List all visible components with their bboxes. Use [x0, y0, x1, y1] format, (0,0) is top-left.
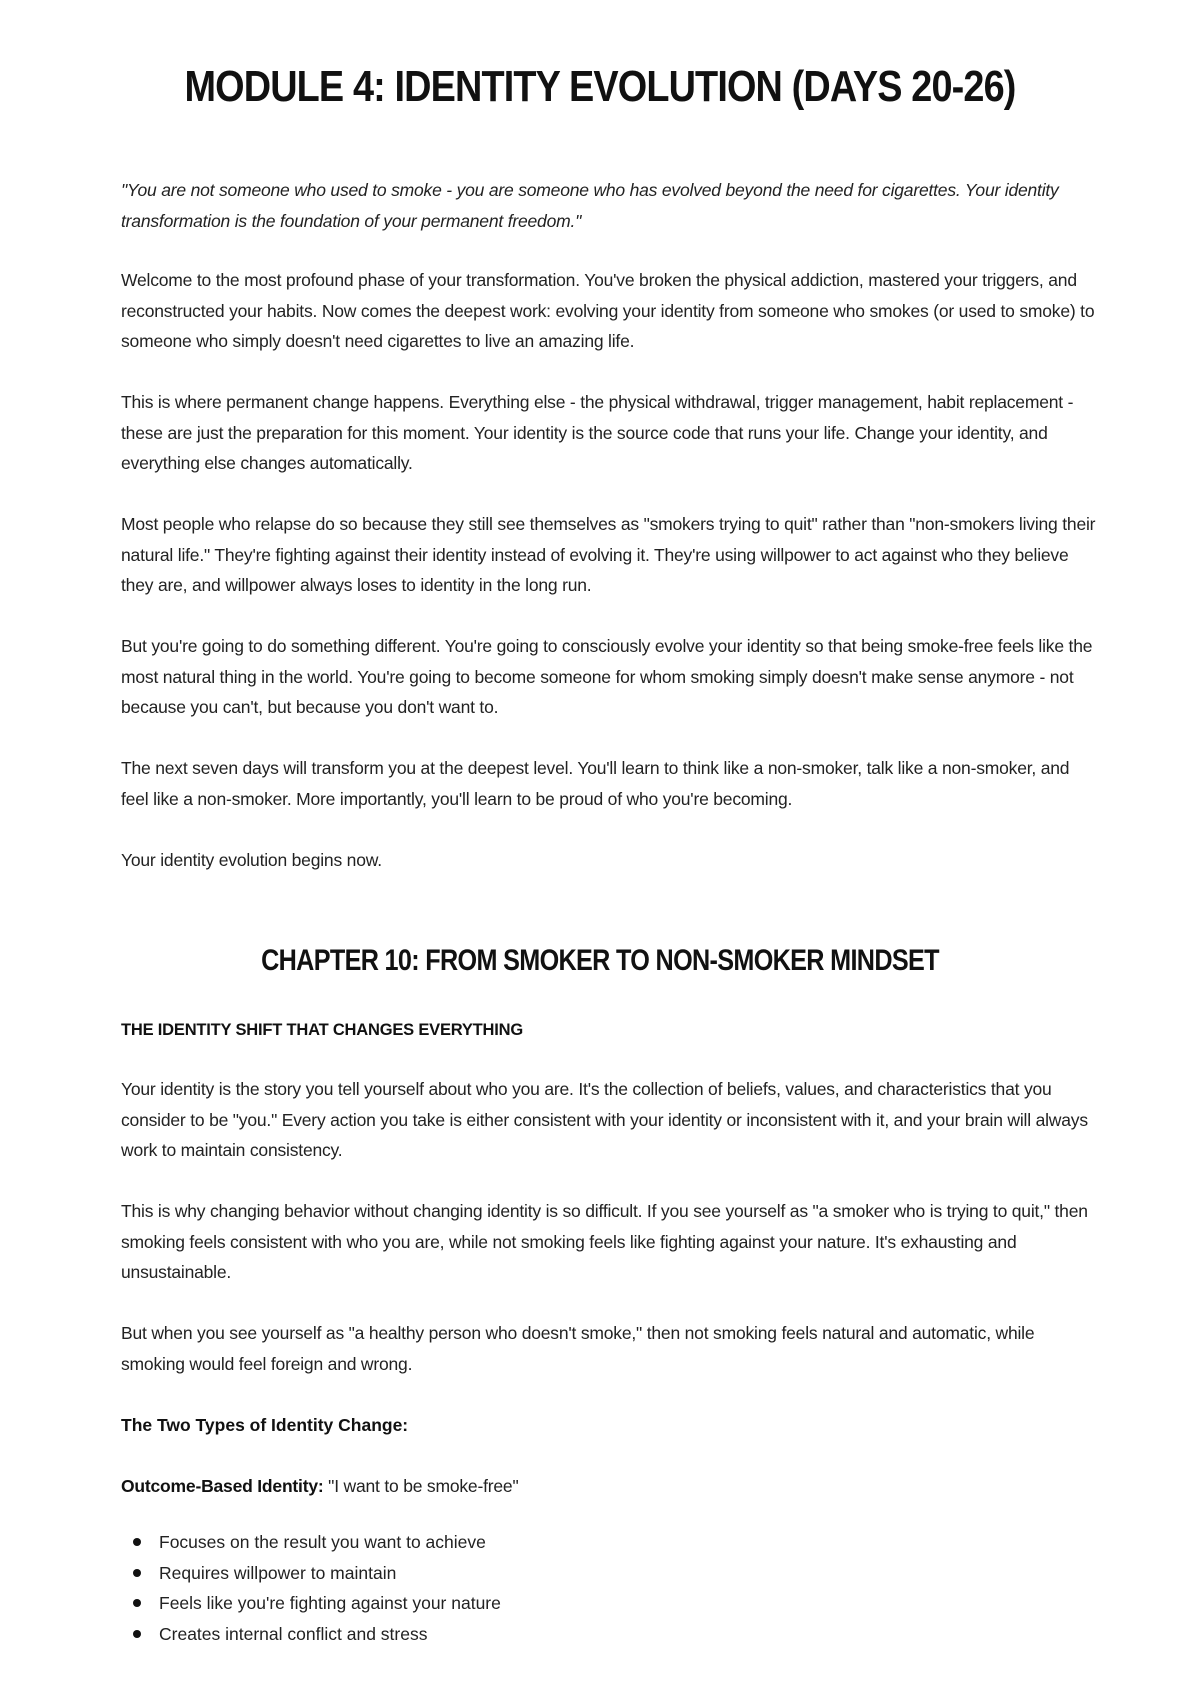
intro-paragraph-3: Most people who relapse do so because they still see themselves as "smokers trying to quit" rather than "non-smokers living their natural life." They're fighting against their identity instead of evolving it. They're using willpower to act against who they believe they are, and willpower always loses to identity in the long run.: [121, 514, 1096, 595]
list-item-text: Focuses on the result you want to achieve: [159, 1532, 486, 1552]
list-item: [121, 1558, 1021, 1589]
intro-paragraph-6: Your identity evolution begins now.: [121, 850, 382, 870]
outcome-bullet-list: [121, 1527, 1021, 1649]
bullet-icon: [133, 1538, 141, 1546]
intro-paragraph-4: But you're going to do something different. You're going to consciously evolve your identity so that being smoke-free feels like the most natural thing in the world. You're going to become someone for whom smoking simply doesn't make sense anymore - not because you can't, but because you don't want to.: [121, 636, 1093, 717]
chapter-paragraph-3: But when you see yourself as "a healthy person who doesn't smoke," then not smoking feels natural and automatic, while smoking would feel foreign and wrong.: [121, 1323, 1035, 1374]
chapter-paragraph-2: This is why changing behavior without changing identity is so difficult. If you see yourself as "a smoker who is trying to quit," then smoking feels consistent with who you are, while not smoking feels like fighting against your nature. It's exhausting and unsustainable.: [121, 1201, 1088, 1282]
chapter-paragraph-1: Your identity is the story you tell yourself about who you are. It's the collection of beliefs, values, and characteristics that you consider to be "you." Every action you take is either consistent with your identity or inconsistent with it, and your brain will always work to maintain consistency.: [121, 1079, 1088, 1160]
module-title: MODULE 4: IDENTITY EVOLUTION (DAYS 20-26): [184, 62, 1016, 111]
intro-paragraph-5: The next seven days will transform you at the deepest level. You'll learn to think like a non-smoker, talk like a non-smoker, and feel like a non-smoker. More importantly, you'll learn to be proud of who you're becoming.: [121, 758, 1070, 809]
types-heading: The Two Types of Identity Change:: [121, 1415, 409, 1435]
list-item-text: Creates internal conflict and stress: [159, 1623, 428, 1644]
outcome-label: Outcome-Based Identity:: [121, 1476, 324, 1496]
intro-quote: "You are not someone who used to smoke - you are someone who has evolved beyond the need for cigarettes. Your identity transformation is the foundation of your permanent freedom.": [121, 180, 1059, 231]
list-item: [121, 1527, 1021, 1558]
chapter-title: CHAPTER 10: FROM SMOKER TO NON-SMOKER MINDSET: [261, 944, 939, 977]
list-item-text: Feels like you're fighting against your nature: [159, 1593, 501, 1613]
intro-paragraph-2: This is where permanent change happens. Everything else - the physical withdrawal, trigger management, habit replacement - these are just the preparation for this moment. Your identity is the source code that runs your life. Change your identity, and everything else changes automatically.: [121, 392, 1074, 473]
bullet-icon: [133, 1630, 141, 1638]
bullet-icon: [133, 1599, 141, 1607]
list-item: [121, 1588, 1021, 1619]
list-item-text: Requires willpower to maintain: [159, 1562, 397, 1583]
bullet-icon: [133, 1569, 141, 1577]
outcome-text: "I want to be smoke-free": [323, 1476, 519, 1496]
outcome-line: [121, 1471, 1101, 1502]
list-item: [121, 1619, 1021, 1650]
section-heading: THE IDENTITY SHIFT THAT CHANGES EVERYTHING: [121, 1021, 523, 1039]
intro-paragraph-1: Welcome to the most profound phase of your transformation. You've broken the physical addiction, mastered your triggers, and reconstructed your habits. Now comes the deepest work: evolving your identity from someone who smokes (or used to smoke) to someone who simply doesn't need cigarettes to live an amazing life.: [121, 270, 1095, 351]
